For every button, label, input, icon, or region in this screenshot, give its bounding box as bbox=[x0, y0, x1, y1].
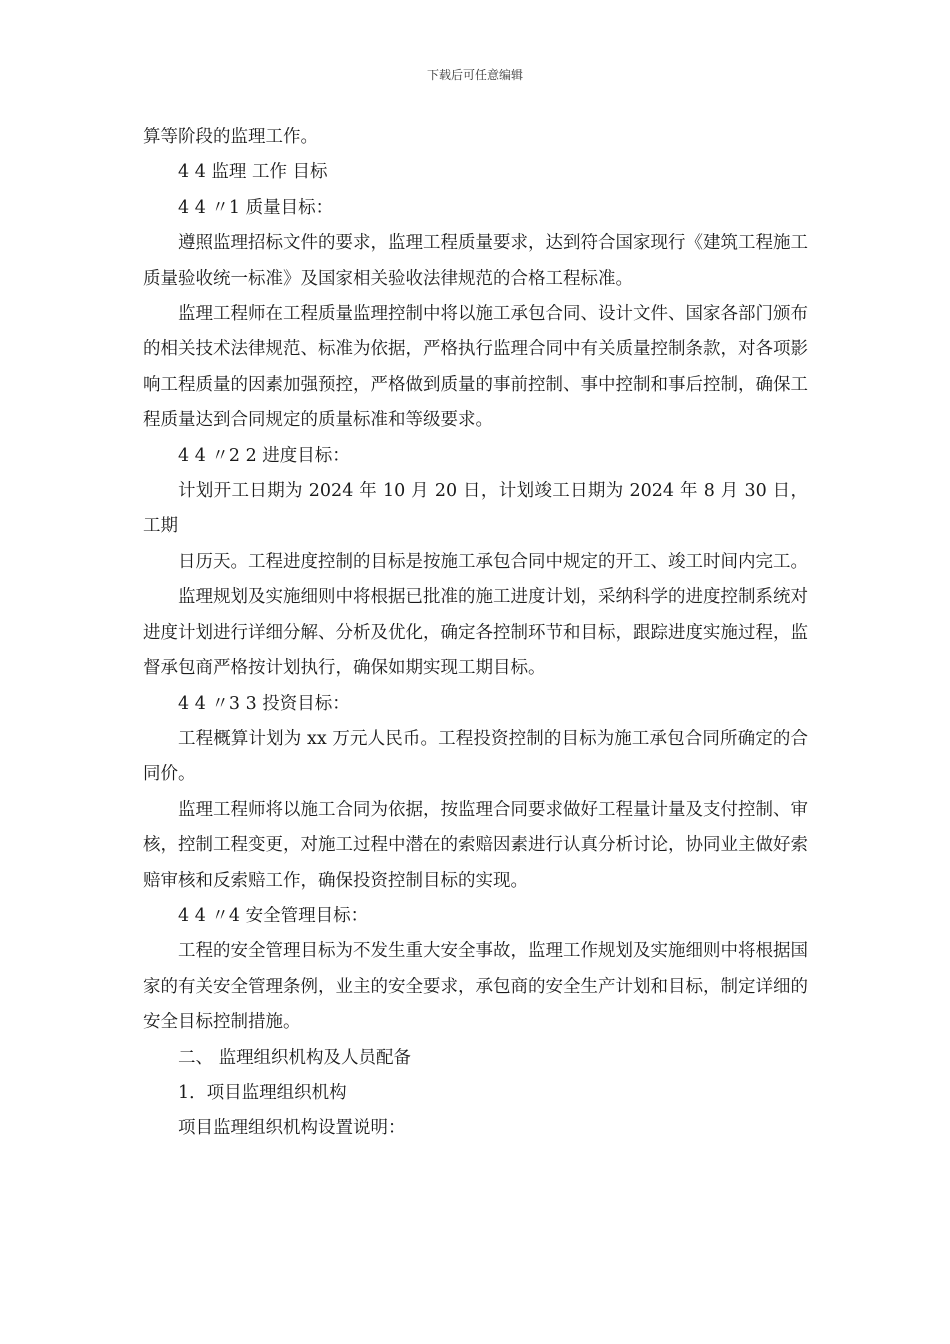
subsection-heading: 1．项目监理组织机构 bbox=[178, 1082, 347, 1103]
subsection-heading: 4 4 〃2 2 进度目标： bbox=[178, 445, 350, 466]
page-header: 下载后可任意编辑 bbox=[426, 68, 523, 82]
paragraph: 监理规划及实施细则中将根据已批准的施工进度计划，采纳科学的进度控制系统对进度计划进行详细分解、分析及优化，确定各控制环节和目标，跟踪进度实施过程，监督承包商严格按计划执行，确保如期实现工期目标。 bbox=[143, 587, 808, 679]
paragraph: 监理工程师在工程质量监理控制中将以施工承包合同、设计文件、国家各部门颁布的相关技术法律规范、标准为依据，严格执行监理合同中有关质量控制条款，对各项影响工程质量的因素加强预控，严格做到质量的事前控制、事中控制和事后控制，确保工程质量达到合同规定的质量标准和等级要求。 bbox=[143, 304, 808, 431]
paragraph: 项目监理组织机构设置说明： bbox=[178, 1118, 406, 1139]
paragraph: 遵照监理招标文件的要求，监理工程质量要求，达到符合国家现行《建筑工程施工质量验收统一标准》及国家相关验收法律规范的合格工程标准。 bbox=[143, 233, 808, 289]
paragraph: 工程概算计划为 xx 万元人民币。工程投资控制的目标为施工承包合同所确定的合同价。 bbox=[143, 728, 808, 785]
paragraph: 工程的安全管理目标为不发生重大安全事故，监理工作规划及实施细则中将根据国家的有关安全管理条例，业主的安全要求，承包商的安全生产计划和目标，制定详细的安全目标控制措施。 bbox=[143, 941, 808, 1033]
document-body bbox=[143, 120, 808, 1147]
subsection-heading: 4 4 〃4 安全管理目标： bbox=[178, 905, 369, 926]
paragraph: 监理工程师将以施工合同为依据，按监理合同要求做好工程量计量及支付控制、审核，控制工程变更，对施工过程中潜在的索赔因素进行认真分析讨论，协同业主做好索赔审核和反索赔工作，确保投资控制目标的实现。 bbox=[143, 799, 808, 891]
paragraph: 日历天。工程进度控制的目标是按施工承包合同中规定的开工、竣工时间内完工。 bbox=[178, 551, 808, 572]
subsection-heading: 4 4 〃3 3 投资目标： bbox=[178, 693, 350, 714]
section-heading: 二、 监理组织机构及人员配备 bbox=[178, 1047, 412, 1068]
paragraph: 算等阶段的监理工作。 bbox=[143, 127, 318, 147]
section-heading: 4 4 监理 工作 目标 bbox=[178, 162, 328, 183]
paragraph: 计划开工日期为 2024 年 10 月 20 日，计划竣工日期为 2024 年 8 月 30 日，工期 bbox=[143, 481, 808, 537]
subsection-heading: 4 4 〃1 质量目标： bbox=[178, 197, 334, 218]
